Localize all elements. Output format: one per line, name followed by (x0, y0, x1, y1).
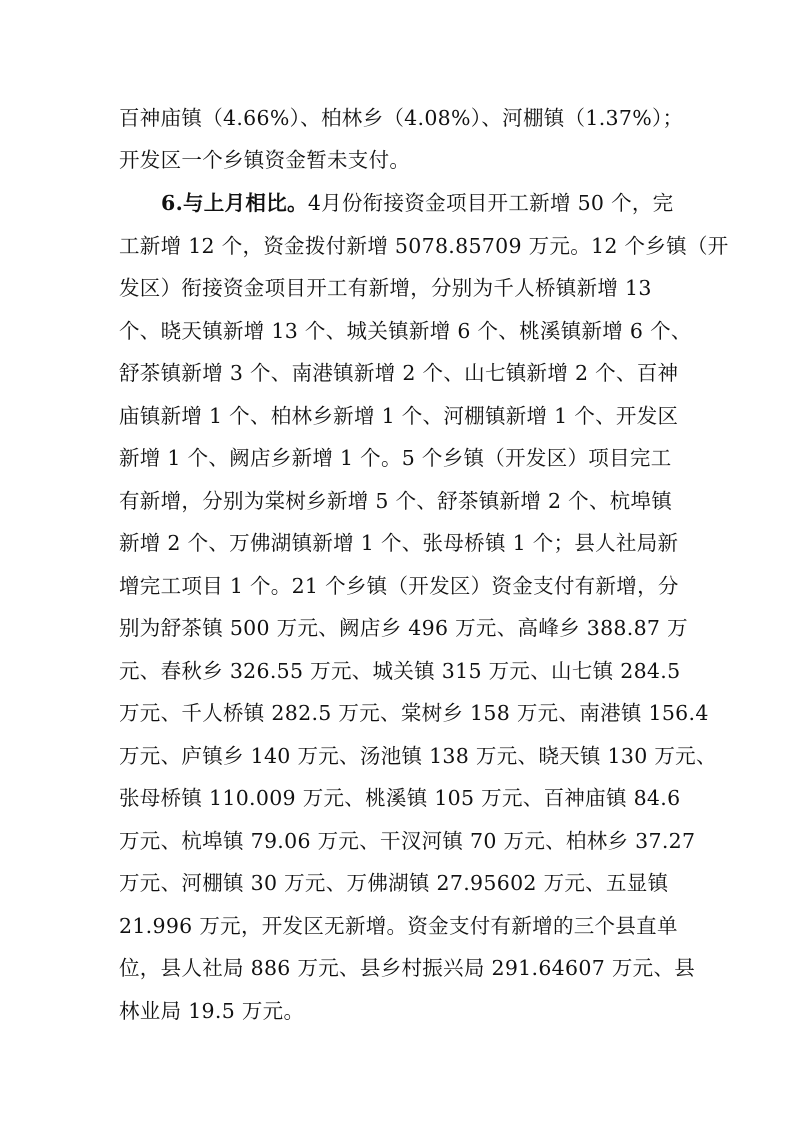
text-line: 万元、千人桥镇 282.5 万元、棠树乡 158 万元、南港镇 156.4 (119, 701, 709, 725)
text-line: 发区）衔接资金项目开工有新增，分别为千人桥镇新增 13 (119, 276, 652, 300)
text-line: 庙镇新增 1 个、柏林乡新增 1 个、河棚镇新增 1 个、开发区 (119, 404, 679, 428)
text-line: 21.996 万元，开发区无新增。资金支付有新增的三个县直单 (119, 914, 678, 938)
text-line: 有新增，分别为棠树乡新增 5 个、舒茶镇新增 2 个、杭埠镇 (119, 489, 673, 513)
text-line: 万元、杭埠镇 79.06 万元、干汊河镇 70 万元、柏林乡 37.27 (119, 829, 696, 853)
text-line: 个、晓天镇新增 13 个、城关镇新增 6 个、桃溪镇新增 6 个、 (119, 319, 692, 343)
text-line: 开发区一个乡镇资金暂未支付。 (119, 148, 411, 172)
text-line: 新增 1 个、阙店乡新增 1 个。5 个乡镇（开发区）项目完工 (119, 446, 672, 470)
text-line: 4月份衔接资金项目开工新增 50 个，完 (307, 191, 674, 215)
text-line: 工新增 12 个，资金拨付新增 5078.85709 万元。12 个乡镇（开 (119, 234, 729, 258)
text-line: 张母桥镇 110.009 万元、桃溪镇 105 万元、百神庙镇 84.6 (119, 786, 681, 810)
text-line: 增完工项目 1 个。21 个乡镇（开发区）资金支付有新增，分 (119, 574, 679, 598)
text-line: 新增 2 个、万佛湖镇新增 1 个、张母桥镇 1 个；县人社局新 (119, 531, 679, 555)
text-line: 元、春秋乡 326.55 万元、城关镇 315 万元、山七镇 284.5 (119, 659, 681, 683)
text-line: 百神庙镇（4.66%）、柏林乡（4.08%）、河棚镇（1.37%）； (119, 106, 684, 130)
text-line: 别为舒茶镇 500 万元、阙店乡 496 万元、高峰乡 388.87 万 (119, 616, 688, 640)
text-line: 舒茶镇新增 3 个、南港镇新增 2 个、山七镇新增 2 个、百神 (119, 361, 679, 385)
text-line: 林业局 19.5 万元。 (119, 999, 305, 1023)
section-heading: 6.与上月相比。 (161, 191, 308, 215)
text-line: 万元、河棚镇 30 万元、万佛湖镇 27.95602 万元、五显镇 (119, 871, 669, 895)
paragraph-first-line (161, 183, 681, 223)
text-line: 位，县人社局 886 万元、县乡村振兴局 291.64607 万元、县 (119, 956, 696, 980)
text-line: 万元、庐镇乡 140 万元、汤池镇 138 万元、晓天镇 130 万元、 (119, 744, 717, 768)
